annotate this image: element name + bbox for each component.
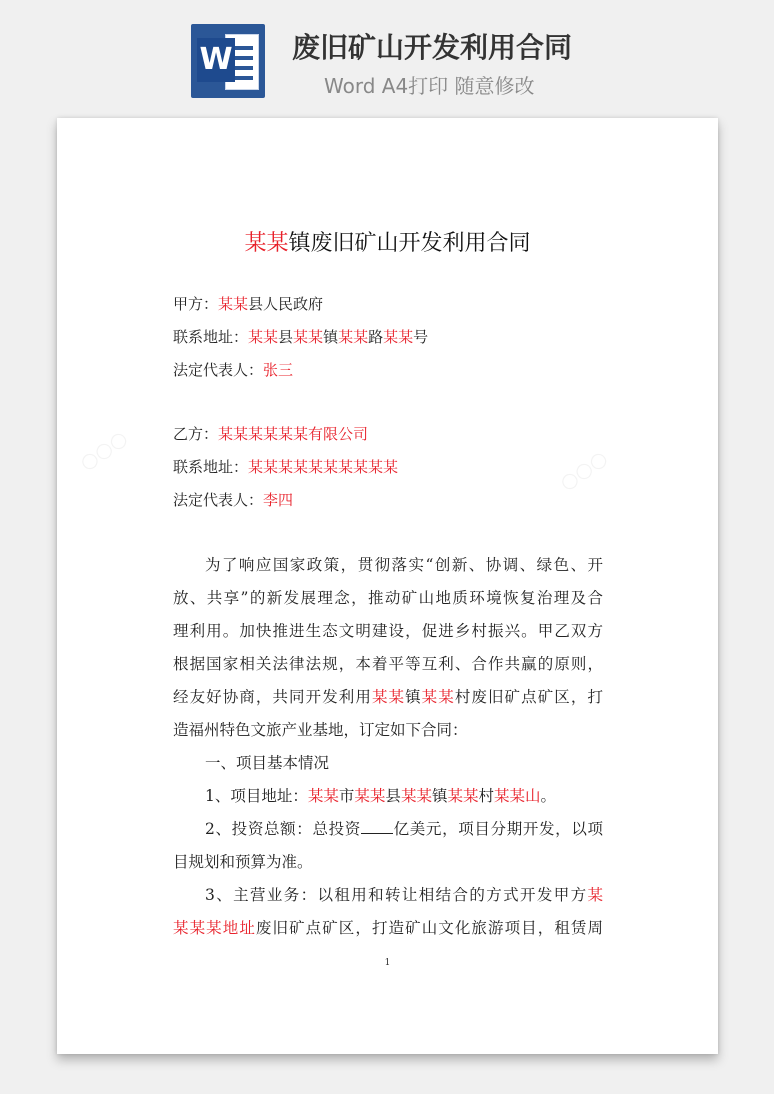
paragraph-line: 理利用。加快推进生态文明建设，促进乡村振兴。甲乙双方 <box>173 622 603 640</box>
watermark: ○○○ <box>554 445 612 495</box>
paragraph-line: 为了响应国家政策，贯彻落实“创新、协调、绿色、开 <box>205 556 603 574</box>
item-project-address: 1、项目地址：某某市某某县某某镇某某村某某山。 <box>205 787 557 805</box>
paragraph-line: 根据国家相关法律法规，本着平等互利、合作共赢的原则， <box>173 655 603 673</box>
document-title: 某某镇废旧矿山开发利用合同 <box>244 231 531 256</box>
item-main-business-cont: 某某某地址废旧矿点矿区，打造矿山文化旅游项目，租赁周 <box>173 919 603 937</box>
item-main-business: 3、主营业务：以租用和转让相结合的方式开发甲方某 <box>205 886 603 904</box>
document-page <box>57 118 718 1054</box>
item-investment-cont: 目规划和预算为准。 <box>173 853 313 871</box>
paragraph-line: 经友好协商，共同开发利用某某镇某某村废旧矿点矿区，打 <box>173 688 603 706</box>
banner-subtitle: Word A4打印 随意修改 <box>324 74 535 98</box>
party-a-representative: 法定代表人：张三 <box>173 361 294 379</box>
party-b-address: 联系地址：某某某某某某某某某某 <box>173 458 399 476</box>
watermark: ○○○ <box>74 425 132 475</box>
party-b-representative: 法定代表人：李四 <box>173 491 294 509</box>
party-a-name: 甲方：某某县人民政府 <box>173 295 324 313</box>
banner-title: 废旧矿山开发利用合同 <box>292 31 573 64</box>
header-banner <box>0 0 774 110</box>
word-document-icon: W <box>191 24 265 98</box>
party-a-address: 联系地址：某某县某某镇某某路某某号 <box>173 328 429 346</box>
paragraph-line: 放、共享”的新发展理念，推动矿山地质环境恢复治理及合 <box>173 589 603 607</box>
party-b-name: 乙方：某某某某某某有限公司 <box>173 425 369 443</box>
page-number: 1 <box>384 958 391 968</box>
section-heading: 一、项目基本情况 <box>205 754 330 772</box>
item-investment: 2、投资总额：总投资 亿美元，项目分期开发，以项 <box>205 820 603 838</box>
paragraph-line: 造福州特色文旅产业基地，订定如下合同： <box>173 721 468 739</box>
